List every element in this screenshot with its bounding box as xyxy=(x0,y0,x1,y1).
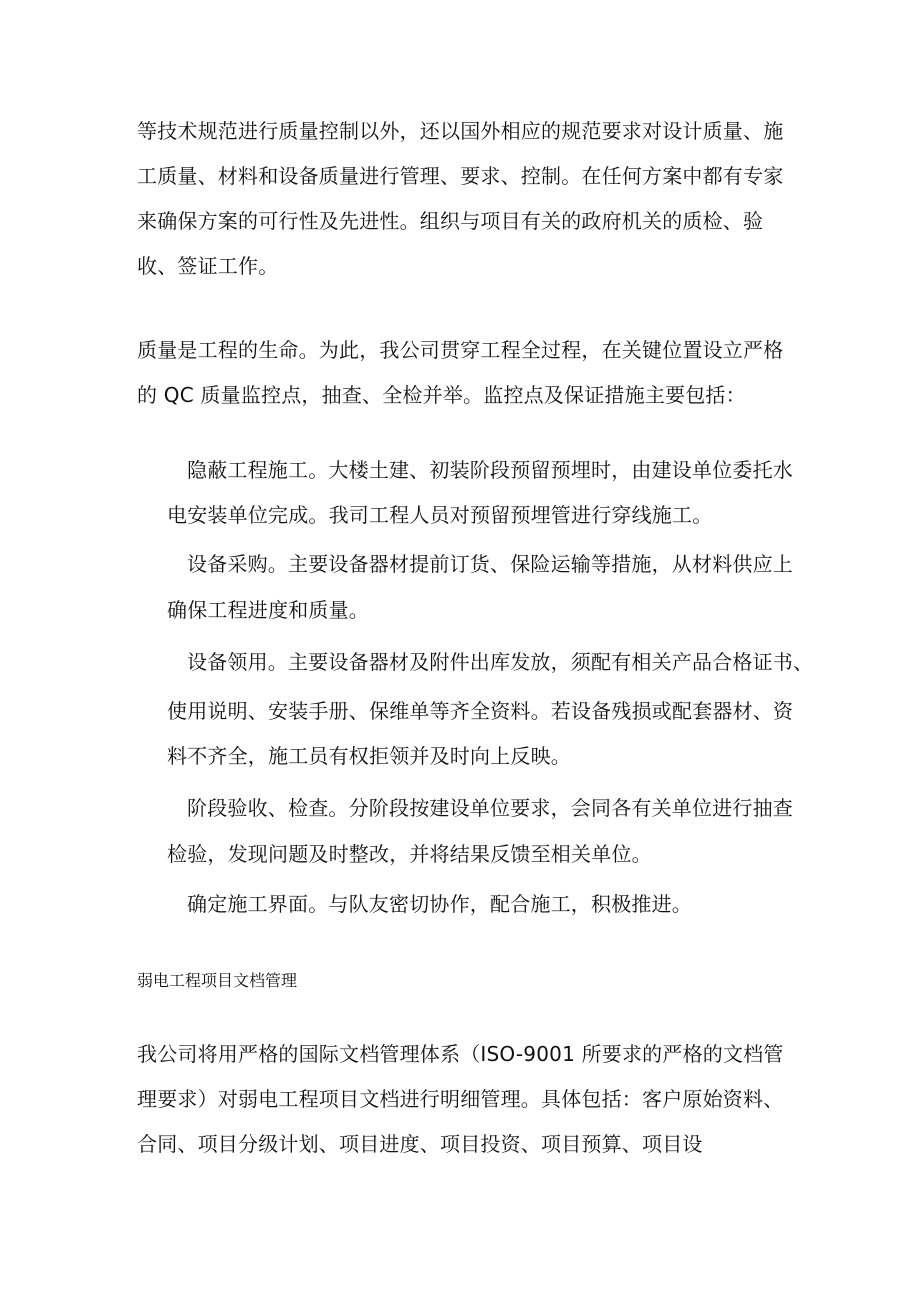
text-line: 我公司将用严格的国际文档管理体系（ISO-9001 所要求的严格的文档管 xyxy=(137,1042,784,1066)
text-line: 使用说明、安装手册、保维单等齐全资料。若设备残损或配套器材、资 xyxy=(167,699,794,723)
text-line: 料不齐全，施工员有权拒领并及时向上反映。 xyxy=(167,744,571,768)
text-line: 隐蔽工程施工。大楼土建、初装阶段预留预埋时，由建设单位委托水 xyxy=(187,458,793,482)
text-line: 设备采购。主要设备器材提前订货、保险运输等措施，从材料供应上 xyxy=(187,552,793,576)
text-line: 合同、项目分级计划、项目进度、项目投资、项目预算、项目设 xyxy=(137,1132,703,1156)
text-line: 等技术规范进行质量控制以外，还以国外相应的规范要求对设计质量、施 xyxy=(137,119,784,143)
text-line: 检验，发现问题及时整改，并将结果反馈至相关单位。 xyxy=(167,842,652,866)
text-line: 收、签证工作。 xyxy=(137,254,279,278)
text-line: 确保工程进度和质量。 xyxy=(167,598,369,622)
text-line: 来确保方案的可行性及先进性。组织与项目有关的政府机关的质检、验 xyxy=(137,209,764,233)
text-line: 确定施工界面。与队友密切协作，配合施工，积极推进。 xyxy=(187,892,692,916)
text-line: 阶段验收、检查。分阶段按建设单位要求，会同各有关单位进行抽查 xyxy=(187,796,793,820)
text-line: 的 QC 质量监控点，抽查、全检并举。监控点及保证措施主要包括： xyxy=(137,383,746,407)
section-heading: 弱电工程项目文档管理 xyxy=(137,971,298,990)
text-line: 电安装单位完成。我司工程人员对预留预埋管进行穿线施工。 xyxy=(167,503,713,527)
text-line: 质量是工程的生命。为此，我公司贯穿工程全过程，在关键位置设立严格 xyxy=(137,338,784,362)
text-line: 工质量、材料和设备质量进行管理、要求、控制。在任何方案中都有专家 xyxy=(137,164,784,188)
text-line: 理要求）对弱电工程项目文档进行明细管理。具体包括：客户原始资料、 xyxy=(137,1087,784,1111)
text-line: 设备领用。主要设备器材及附件出库发放，须配有相关产品合格证书、 xyxy=(187,650,814,674)
